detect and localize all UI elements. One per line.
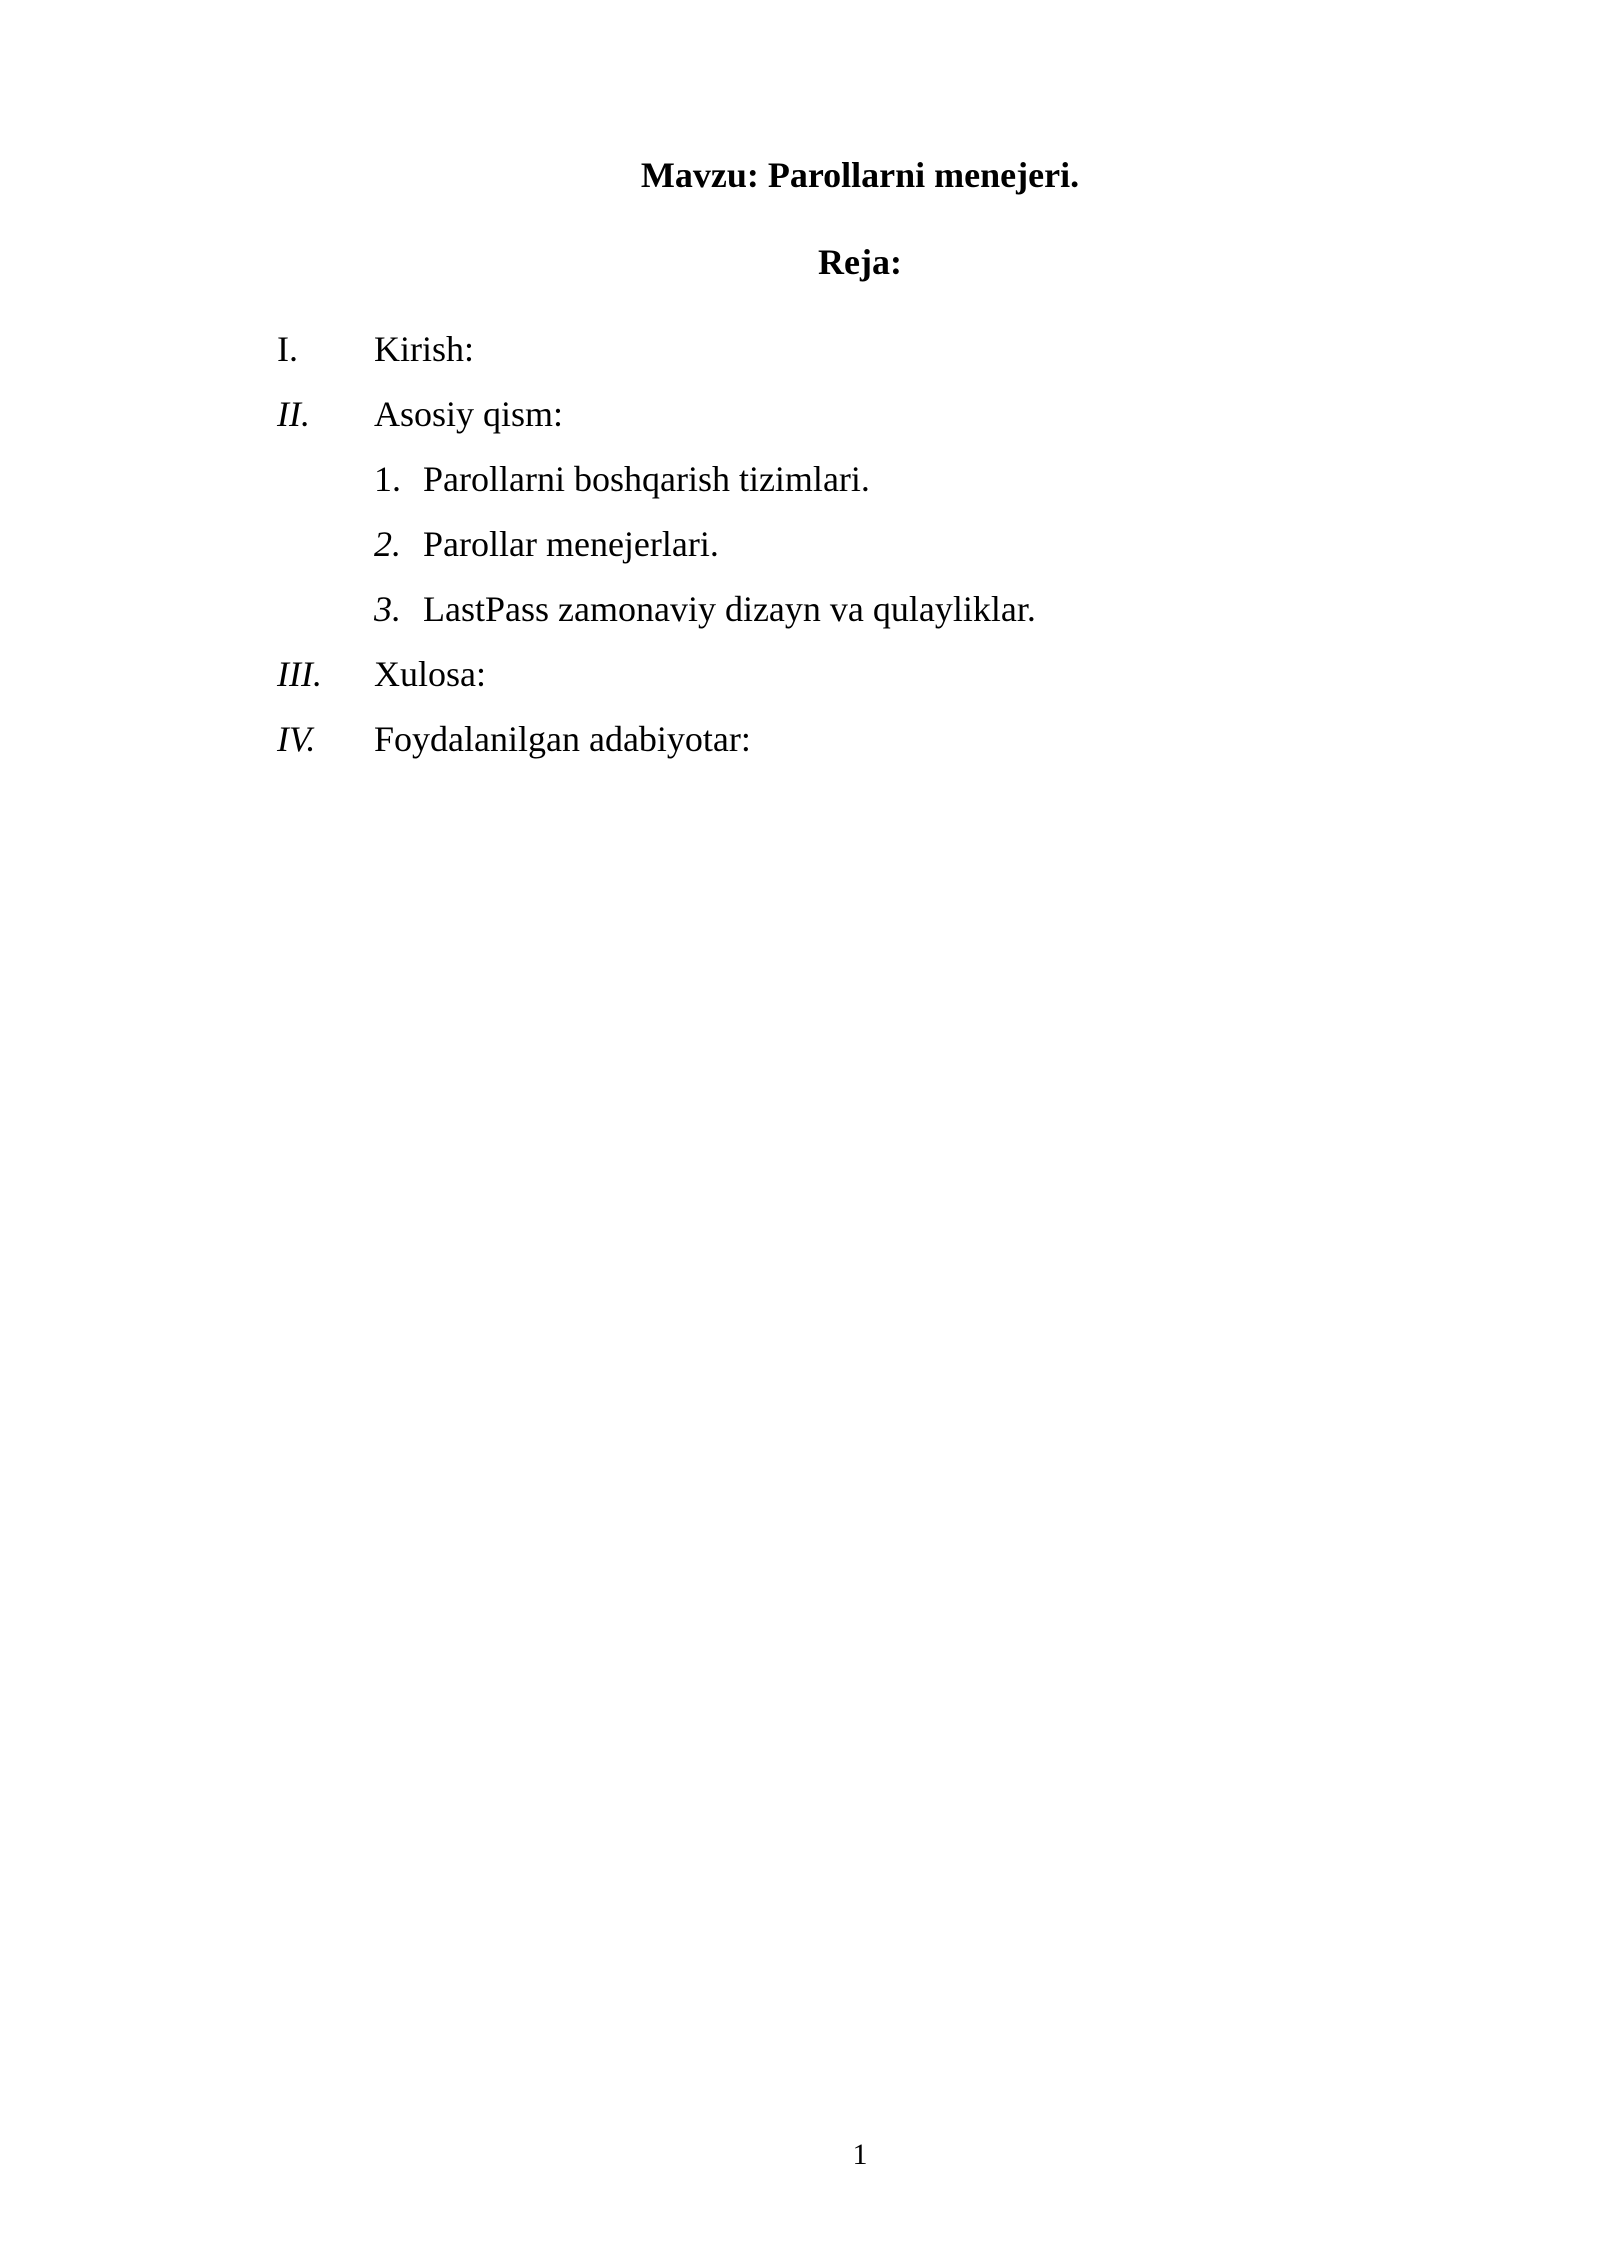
outline-number: IV. [277, 719, 316, 759]
outline-number: 2. [374, 524, 401, 564]
outline-number: 3. [374, 589, 401, 629]
outline-number: II. [277, 394, 310, 434]
outline-number: III. [277, 654, 322, 694]
page-number: 1 [852, 2138, 868, 2171]
outline-text: Xulosa: [374, 654, 486, 694]
document-title: Mavzu: Parollarni menejeri. [640, 155, 1080, 195]
outline-number: I. [277, 329, 298, 369]
outline-text: Parollarni boshqarish tizimlari. [423, 459, 870, 499]
outline-text: Parollar menejerlari. [423, 524, 719, 564]
outline-number: 1. [374, 459, 401, 499]
outline-text: Kirish: [374, 329, 475, 369]
outline-text: Asosiy qism: [374, 394, 564, 434]
plan-heading: Reja: [818, 242, 902, 282]
outline-text: Foydalanilgan adabiyotar: [374, 719, 751, 759]
outline-text: LastPass zamonaviy dizayn va qulayliklar. [423, 589, 1036, 629]
